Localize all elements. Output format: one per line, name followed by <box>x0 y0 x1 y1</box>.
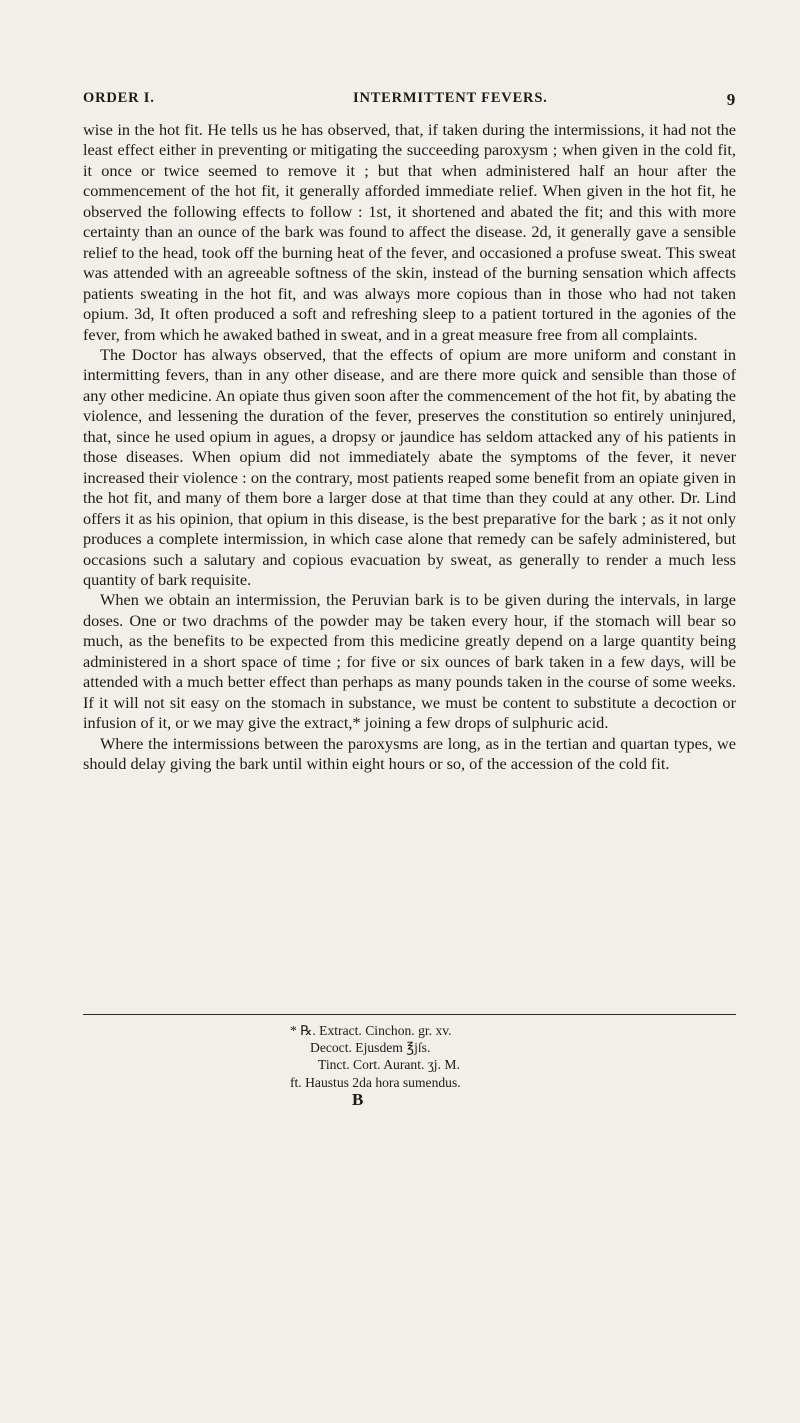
footnote-line-3: Tinct. Cort. Aurant. ʒj. M. <box>318 1057 460 1073</box>
paragraph-3: When we obtain an intermission, the Peruvian bark is to be given during the intervals, in large doses. One or two drachms of the powder may be taken every hour, if the stomach will bear so much, as the benefits to be expected from this medicine greatly depend on a large quantity being administered in a short space of time ; for five or six ounces of bark taken in a few days, will be attended with a much better effect than perhaps as many pounds taken in the course of some weeks. If it will not sit easy on the stomach in substance, we must be content to substitute a decoction or infusion of it, or we may give the extract,* joining a few drops of sulphuric acid. <box>83 590 736 733</box>
footnote-line-1: * ℞. Extract. Cinchon. gr. xv. <box>290 1023 452 1038</box>
footnote-line-2: Decoct. Ejusdem ℥jſs. <box>310 1040 431 1056</box>
page-number: 9 <box>726 90 736 109</box>
running-header <box>83 90 736 112</box>
paragraph-4: Where the intermissions between the paroxysms are long, as in the tertian and quartan types, we should delay giving the bark until within eight hours or so, of the accession of the cold fit. <box>83 733 736 774</box>
header-order: ORDER I. <box>83 90 155 106</box>
footnote-line-4: ft. Haustus 2da hora sumendus. <box>290 1074 461 1090</box>
header-title: INTERMITTENT FEVERS. <box>353 90 548 106</box>
paragraph-2: The Doctor has always observed, that the effects of opium are more uniform and constant in intermitting fevers, than in any other disease, and are there more quick and sensible than those of any other medicine. An opiate thus given soon after the commencement of the hot fit, by abating the violence, and lessening the duration of the fever, preserves the constitution so entirely uninjured, that, since he used opium in agues, a dropsy or jaundice has seldom attacked any of his patients in those diseases. When opium did not immediately abate the symptoms of the fever, it never increased their violence : on the contrary, most patients reaped some benefit from an opiate given in the hot fit, and many of them bore a larger dose at that time than they could at any other. Dr. Lind offers it as his opinion, that opium in this disease, is the best preparative for the bark ; as it not only produces a complete intermission, in which case alone that remedy can be safely administered, but occasions such a salutary and copious evacuation by sweat, as generally to render a much less quantity of bark requisite. <box>83 344 736 589</box>
paragraph-1: wise in the hot fit. He tells us he has observed, that, if taken during the intermissions, it had not the least effect either in preventing or mitigating the succeeding paroxysm ; when given in the cold fit, it once or twice seemed to remove it ; but that when administered half an hour after the commencement of the hot fit, it generally afforded immediate relief. When given in the hot fit, he observed the following effects to follow : 1st, it shortened and abated the fit; and this with more certainty than an ounce of the bark was found to affect the disease. 2d, it generally gave a sensible relief to the head, took off the burning heat of the fever, and occasioned a profuse sweat. This sweat was attended with an agreeable softness of the skin, instead of the burning sensation which affects patients sweating in the hot fit, and was always more copious than in those who had not taken opium. 3d, It often produced a soft and refreshing sleep to a patient tortured in the agonies of the fever, from which he awaked bathed in sweat, and in a great measure free from all complaints. <box>83 120 736 344</box>
footnote-divider <box>83 1014 736 1015</box>
signature-mark: B <box>352 1090 364 1109</box>
footnote <box>290 1022 650 1091</box>
body-text <box>83 120 736 775</box>
